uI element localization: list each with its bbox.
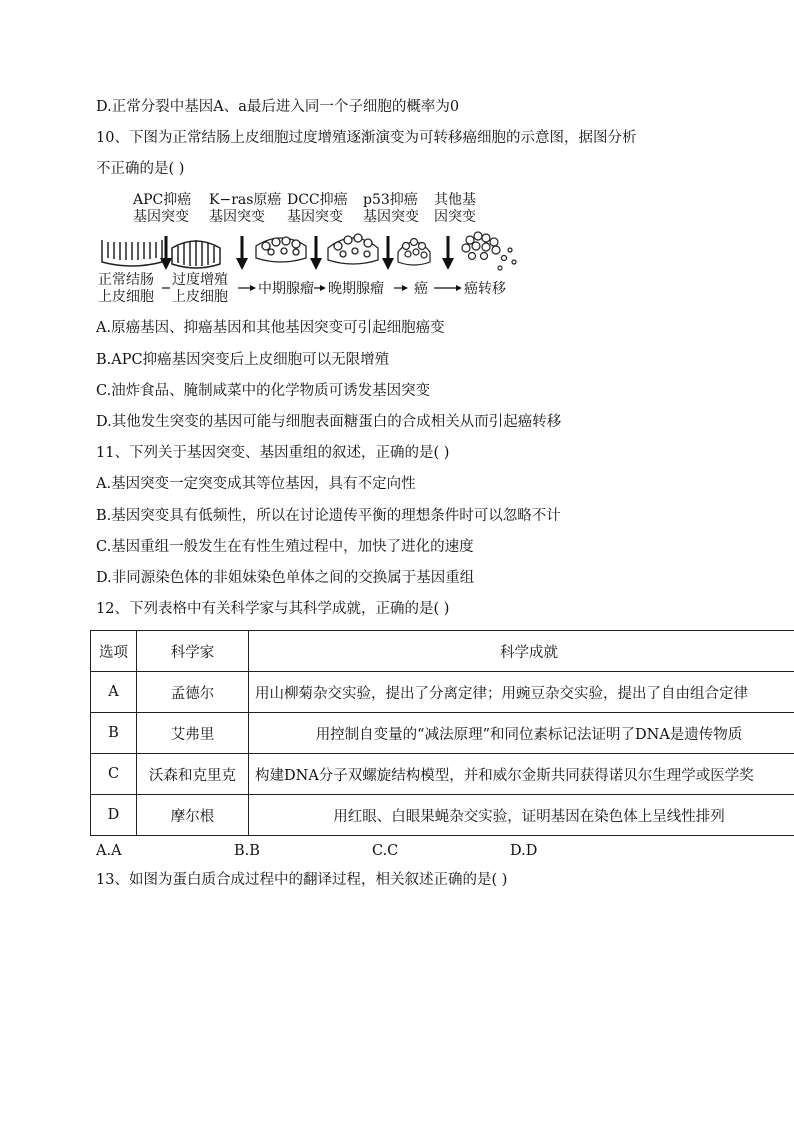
mutation-label-4b: 基因突变 [363, 209, 419, 225]
q12-option-d: D.D [510, 843, 538, 859]
q12-stem: 12、下列表格中有关科学家与其科学成就，正确的是( ) [96, 601, 450, 617]
mutation-label-4a: p53抑癌 [363, 192, 418, 208]
table-header-row [91, 631, 794, 672]
row-achievement: 用控制自变量的“减法原理”和同位素标记法证明了DNA是遗传物质 [249, 713, 794, 754]
cancer-progression-figure [96, 188, 526, 306]
stage-metastasis: 癌转移 [464, 281, 506, 297]
mutation-label-3b: 基因突变 [287, 209, 343, 225]
q12-option-a: A.A [96, 843, 122, 859]
normal-epithelium-drawing [102, 240, 162, 266]
mutation-label-5b: 因突变 [434, 209, 476, 225]
q13-stem: 13、如图为蛋白质合成过程中的翻译过程，相关叙述正确的是( ) [96, 872, 508, 888]
mutation-label-1a: APC抑癌 [133, 192, 192, 208]
table-row [91, 713, 794, 754]
row-scientist: 孟德尔 [137, 672, 249, 713]
row-achievement: 用山柳菊杂交实验，提出了分离定律；用豌豆杂交实验，提出了自由组合定律 [249, 672, 794, 713]
row-achievement: 构建DNA分子双螺旋结构模型，并和威尔金斯共同获得诺贝尔生理学或医学奖 [249, 754, 794, 795]
q11-stem: 11、下列关于基因突变、基因重组的叙述，正确的是( ) [96, 445, 450, 461]
stage-normal-line2: 上皮细胞 [98, 289, 154, 305]
row-scientist: 艾弗里 [137, 713, 249, 754]
mutation-label-2a: K−ras原癌 [209, 192, 282, 208]
stage-normal-line1: 正常结肠 [98, 272, 154, 288]
q12-option-c: C.C [372, 843, 399, 859]
mutation-label-3a: DCC抑癌 [287, 192, 348, 208]
row-option: B [91, 713, 137, 754]
row-scientist: 沃森和克里克 [137, 754, 249, 795]
late-adenoma-drawing [328, 234, 378, 264]
row-achievement: 用红眼、白眼果蝇杂交实验，证明基因在染色体上呈线性排列 [249, 795, 794, 836]
q10-option-b: B.APC抑癌基因突变后上皮细胞可以无限增殖 [96, 352, 390, 368]
q9-option-d: D.正常分裂中基因A、a最后进入同一个子细胞的概率为0 [96, 99, 460, 115]
q11-option-c: C.基因重组一般发生在有性生殖过程中，加快了进化的速度 [96, 539, 474, 555]
q11-option-a: A.基因突变一定突变成其等位基因，具有不定向性 [96, 476, 416, 492]
stage-cancer: 癌 [414, 281, 428, 297]
stage-over-line1: 过度增殖 [172, 272, 228, 288]
q11-option-b: B.基因突变具有低频性，所以在讨论遗传平衡的理想条件时可以忽略不计 [96, 508, 561, 524]
mutation-label-5a: 其他基 [434, 192, 476, 208]
row-option: C [91, 754, 137, 795]
table-row [91, 795, 794, 836]
mutation-label-2b: 基因突变 [209, 209, 265, 225]
mutation-label-1b: 基因突变 [133, 209, 189, 225]
header-achievement: 科学成就 [249, 631, 794, 672]
row-scientist: 摩尔根 [137, 795, 249, 836]
table-row [91, 672, 794, 713]
q10-option-c: C.油炸食品、腌制咸菜中的化学物质可诱发基因突变 [96, 383, 431, 399]
header-scientist: 科学家 [137, 631, 249, 672]
q10-option-d: D.其他发生突变的基因可能与细胞表面糖蛋白的合成相关从而引起癌转移 [96, 414, 562, 430]
scientist-table [90, 630, 794, 836]
q11-option-d: D.非同源染色体的非姐妹染色单体之间的交换属于基因重组 [96, 570, 475, 586]
table-row [91, 754, 794, 795]
metastasis-drawing [462, 232, 516, 270]
q10-option-a: A.原癌基因、抑癌基因和其他基因突变可引起细胞癌变 [96, 320, 445, 336]
cancer-drawing [398, 239, 430, 266]
row-option: D [91, 795, 137, 836]
q12-option-b: B.B [234, 843, 260, 859]
q10-stem-line2: 不正确的是( ) [96, 161, 185, 177]
stage-late-adenoma: 晚期腺瘤 [328, 281, 384, 297]
mid-adenoma-drawing [256, 237, 306, 262]
hyperplasia-drawing [172, 240, 220, 268]
q10-stem-line1: 10、下图为正常结肠上皮细胞过度增殖逐渐演变为可转移癌细胞的示意图，据图分析 [96, 130, 637, 146]
row-option: A [91, 672, 137, 713]
stage-mid-adenoma: 中期腺瘤 [258, 281, 314, 297]
stage-over-line2: 上皮细胞 [172, 289, 228, 305]
header-option: 选项 [91, 631, 137, 672]
